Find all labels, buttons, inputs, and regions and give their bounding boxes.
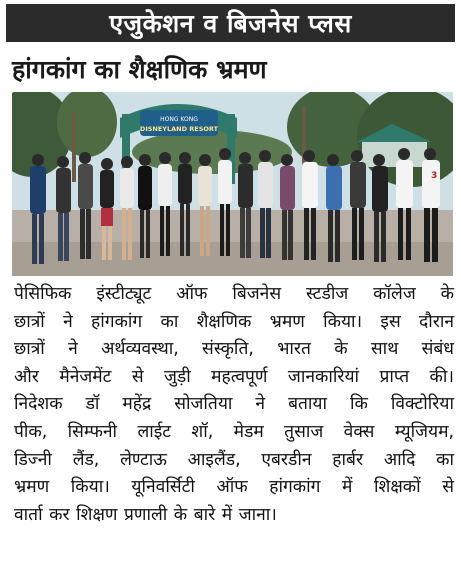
body-line: पेसिफिक इंस्टीट्यूट ऑफ बिजनेस स्टडीज कॉलेज के: [14, 284, 454, 304]
group-photo: [12, 92, 453, 276]
body-line: वार्ता कर शिक्षण प्रणाली के बारे में जाना।: [14, 504, 277, 525]
body-line: छात्रों ने हांगकांग का शैक्षणिक भ्रमण किया। इस दौरान: [14, 311, 454, 332]
section-title: एजुकेशन व बिजनेस प्लस: [109, 9, 352, 38]
body-line: पीक, सिम्फनी लाईट शॉ, मेडम तुसाज वेक्स म्यूजियम,: [14, 421, 454, 442]
sign-line-1: HONG KONG: [160, 116, 198, 123]
section-banner: [6, 4, 455, 42]
sign-line-2: DISNEYLAND RESORT: [139, 125, 219, 133]
shirt-number: 3: [431, 171, 438, 181]
article-body: [14, 281, 454, 529]
article-headline: हांगकांग का शैक्षणिक भ्रमण: [12, 55, 267, 84]
body-line: और मैनेजमेंट से जुड़ी महत्वपूर्ण जानकारियां प्राप्त की।: [14, 366, 454, 387]
group-photo-illustration: [12, 92, 453, 276]
body-line: निदेशक डॉ महेंद्र सोजतिया ने बताया कि विक्टोरिया: [14, 394, 454, 415]
body-line: डिज्नी लैंड, लेण्टाऊ आइलैंड, एबरडीन हार्बर आदि का: [14, 449, 454, 470]
body-line: छात्रों ने अर्थव्यवस्था, संस्कृति, भारत के साथ संबंध: [14, 339, 454, 360]
body-line: भ्रमण किया। यूनिवर्सिटी ऑफ हांगकांग में शिक्षकों से: [14, 477, 454, 498]
